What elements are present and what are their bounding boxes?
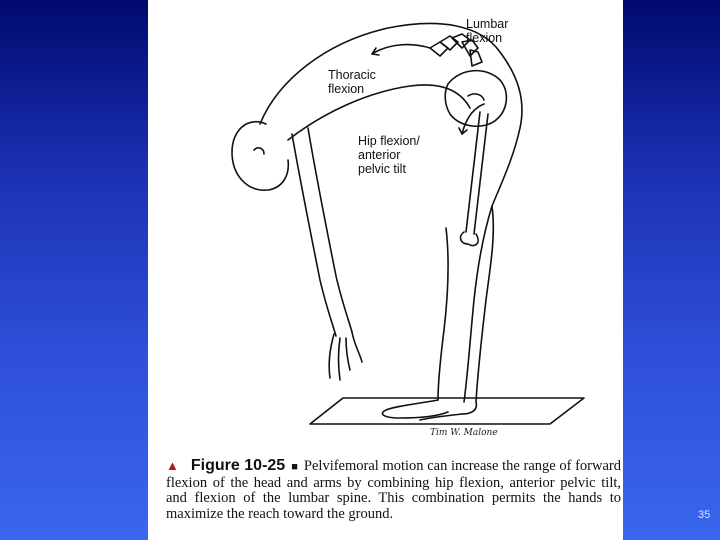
hip-arrow	[462, 104, 484, 134]
triangle-marker-icon: ▲	[166, 458, 179, 473]
hand-left	[329, 334, 350, 380]
chest-outline	[288, 85, 470, 140]
thoracic-arrow	[372, 45, 430, 54]
square-bullet-icon: ■	[291, 461, 298, 473]
back-outline	[260, 23, 522, 402]
thoracic-flexion-label: Thoracic flexion	[328, 68, 376, 96]
hip-flexion-label: Hip flexion/ anterior pelvic tilt	[358, 134, 420, 176]
figure-panel	[148, 0, 623, 540]
head-outline	[232, 122, 288, 190]
foot-front	[382, 400, 448, 418]
pelvis	[445, 71, 506, 127]
figure-number: Figure 10-25	[190, 457, 286, 474]
figure-caption	[166, 458, 621, 522]
forward-flexion-illustration	[148, 0, 623, 450]
femur	[466, 112, 488, 234]
slide-number: 35	[698, 509, 711, 521]
floor-mat	[310, 398, 584, 424]
hand-right	[352, 332, 362, 362]
front-leg-outline	[438, 228, 448, 400]
artist-signature: Tim W. Malone	[430, 428, 498, 438]
lumbar-flexion-label: Lumbar flexion	[466, 17, 509, 45]
caption-text: Pelvifemoral motion can increase the range of forward flexion of the head and arms by combining hip flexion, anterior pelvic tilt, and flexion of the lumbar spine. This combination permits the hands to maximize the reach toward the ground.	[166, 458, 621, 522]
